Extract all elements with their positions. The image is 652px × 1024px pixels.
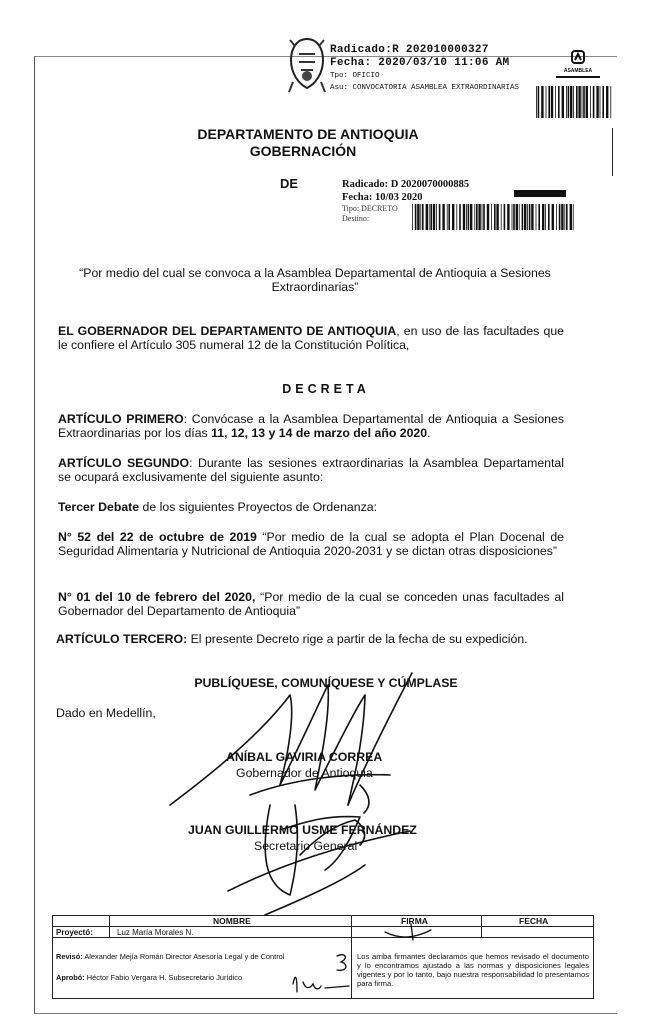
asamblea-emblem-icon	[571, 50, 585, 64]
barcode-bar	[573, 204, 574, 230]
ordinance-01	[58, 590, 564, 618]
barcode-bar	[412, 204, 413, 230]
barcode-decree	[412, 204, 574, 230]
article-1-end: .	[427, 426, 431, 440]
barcode-bar	[596, 86, 598, 118]
barcode-bar	[522, 204, 524, 230]
article-2-text: : Durante las sesiones extraordinarias la Asamblea Departamental se ocupará exclusivamente del siguiente asunto:	[58, 456, 564, 484]
table-rule	[481, 916, 482, 937]
decree-subject: “Por medio del cual se convoca a la Asamblea Departamental de Antioquia a Sesiones Extraordinarias”	[79, 266, 551, 294]
barcode-bar	[516, 204, 518, 230]
approval-table	[52, 915, 594, 999]
barcode-bar	[529, 204, 531, 230]
article-1-label: ARTÍCULO PRIMERO	[58, 412, 184, 426]
ordinance-52	[58, 530, 564, 558]
stamp-fecha: Fecha: 2020/03/10 11:06 AM	[330, 57, 510, 69]
stamp-radicado: Radicado:R 202010000327	[330, 44, 489, 56]
barcode-bar	[564, 204, 565, 230]
stamp-asunto: Asu: CONVOCATORIA ASAMBLEA EXTRAORDINARIAS	[330, 84, 520, 92]
barcode-bar	[426, 204, 428, 230]
table-rule	[109, 916, 110, 937]
proyecto-label: Proyectó:	[56, 928, 93, 937]
barcode-bar	[433, 204, 435, 230]
aprobo-label: Aprobó:	[56, 973, 85, 982]
firma-signature	[381, 918, 441, 942]
secretary-name: JUAN GUILLERMO USME FERNÁNDEZ	[188, 823, 417, 837]
secretary-role: Secretario General	[254, 839, 358, 853]
barcode-bar	[573, 86, 574, 118]
intro-rest: , en uso de las facultades que le confiere el Artículo 305 numeral 12 de la Constitución Política,	[58, 324, 564, 352]
barcode-bar	[561, 204, 563, 230]
barcode-bar	[602, 86, 604, 118]
barcode-bar	[570, 204, 572, 230]
barcode-bar	[466, 204, 467, 230]
barcode-bar	[570, 86, 572, 118]
barcode-bar	[546, 86, 547, 118]
barcode-incoming	[536, 86, 612, 118]
barcode-bar	[483, 204, 485, 230]
barcode-bar	[429, 204, 430, 230]
barcode-bar	[436, 204, 437, 230]
barcode-bar	[430, 204, 432, 230]
barcode-bar	[548, 86, 550, 118]
barcode-bar	[463, 204, 465, 230]
barcode-bar	[542, 204, 544, 230]
dado-en: Dado en Medellín,	[56, 706, 156, 720]
barcode-bar	[610, 86, 611, 118]
barcode-bar	[590, 86, 591, 118]
article-2-label: ARTÍCULO SEGUNDO	[58, 456, 190, 470]
barcode-bar	[417, 204, 419, 230]
barcode-bar	[582, 86, 583, 118]
barcode-bar	[442, 204, 444, 230]
barcode-bar	[474, 204, 475, 230]
logo-rule	[556, 76, 600, 78]
barcode-bar	[538, 204, 540, 230]
barcode-bar	[422, 204, 424, 230]
barcode-bar	[470, 204, 472, 230]
article-3	[56, 632, 566, 646]
barcode-bar	[606, 86, 608, 118]
barcode-bar	[536, 204, 537, 230]
asamblea-logo-text: ASAMBLEA	[563, 68, 593, 74]
decree-radicado: Radicado: D 2020070000885	[342, 179, 470, 190]
barcode-bar	[452, 204, 454, 230]
decreta-heading: DECRETA	[282, 382, 370, 396]
col-firma: FIRMA	[401, 916, 428, 926]
barcode-bar	[494, 204, 496, 230]
barcode-bar	[496, 204, 498, 230]
tercer-debate-bold: Tercer Debate	[58, 500, 140, 514]
barcode-bar	[527, 204, 528, 230]
barcode-bar	[576, 86, 578, 118]
barcode-bar	[558, 86, 560, 118]
barcode-bar	[487, 204, 489, 230]
tercer-debate-text: de los siguientes Proyectos de Ordenanza:	[139, 500, 377, 514]
barcode-bar	[491, 204, 492, 230]
aprobo-name: Héctor Fabio Vergara H. Subsecretario Jurídico	[86, 973, 243, 982]
barcode-bar	[439, 204, 441, 230]
de-label: DE	[280, 176, 299, 191]
barcode-bar	[583, 86, 585, 118]
ordinance-52-text: “Por medio de la cual se adopta el Plan Docenal de Seguridad Alimentaria y Nutricional de Antioquia 2020-2031 y se dictan otras disposiciones”	[58, 530, 564, 558]
article-2	[58, 456, 564, 484]
barcode-bar	[476, 204, 478, 230]
governor-name: ANÍBAL GAVIRIA CORREA	[226, 750, 383, 764]
barcode-bar	[562, 86, 564, 118]
intro-paragraph	[58, 324, 564, 352]
article-1-text: : Convócase a la Asamblea Departamental de Antioquia a Sesiones Extraordinarias por los días	[58, 412, 564, 440]
tercer-debate	[58, 500, 564, 514]
barcode-bar	[531, 204, 533, 230]
barcode-bar	[468, 204, 470, 230]
table-rule	[53, 937, 593, 938]
decree-destino: Destino:	[342, 214, 370, 223]
barcode-bar	[551, 86, 553, 118]
intro-bold: EL GOBERNADOR DEL DEPARTAMENTO DE ANTIOQUIA	[58, 324, 397, 338]
barcode-bar	[586, 86, 588, 118]
coat-of-arms-seal-icon	[287, 36, 327, 98]
barcode-bar	[566, 86, 567, 118]
barcode-bar	[552, 204, 554, 230]
signers-declaration: Los arriba firmantes declaramos que hemos revisado el documento y lo encontramos ajustado a las normas y disposiciones legales vigentes y por lo tanto, bajo nuestra responsabilidad lo presentamos para firma.	[357, 952, 589, 988]
barcode-bar	[459, 204, 461, 230]
ordinance-01-text: “Por medio de la cual se conceden unas facultades al Gobernador del Departamento de Antioquia”	[58, 590, 565, 618]
barcode-bar	[593, 86, 595, 118]
department-title: DEPARTAMENTO DE ANTIOQUIA	[197, 126, 419, 142]
handwritten-signatures	[150, 655, 480, 925]
barcode-bar	[519, 204, 520, 230]
publiquese: PUBLÍQUESE, COMUNÍQUESE Y CÚMPLASE	[194, 676, 458, 690]
reviso-row	[56, 952, 284, 961]
governor-role: Gobernador de Antioquia	[236, 766, 373, 780]
asamblea-logo	[556, 50, 600, 78]
decree-tipo: Tipo: DECRETO	[342, 204, 398, 213]
barcode-bar	[600, 86, 601, 118]
barcode-bar	[478, 204, 480, 230]
article-3-text: El presente Decreto rige a partir de la fecha de su expedición.	[187, 632, 528, 646]
barcode-bar	[448, 204, 450, 230]
barcode-bar	[555, 86, 556, 118]
barcode-bar	[556, 204, 557, 230]
barcode-bar	[447, 204, 448, 230]
barcode-bar	[415, 204, 417, 230]
col-fecha: FECHA	[519, 916, 549, 926]
aprobo-row	[56, 973, 242, 982]
barcode-bar	[545, 204, 546, 230]
barcode-bar	[536, 86, 537, 118]
barcode-bar	[512, 204, 513, 230]
barcode-bar	[507, 204, 509, 230]
barcode-bar	[513, 204, 515, 230]
gobernacion-title: GOBERNACIÓN	[249, 143, 357, 159]
barcode-bar	[578, 86, 580, 118]
ordinance-52-bold: N° 52 del 22 de octubre de 2019	[58, 530, 257, 544]
table-rule	[53, 926, 593, 927]
barcode-bar	[504, 204, 506, 230]
barcode-bar	[456, 204, 457, 230]
col-nombre: NOMBRE	[213, 916, 251, 926]
barcode-bar	[524, 204, 526, 230]
redaction-bar	[514, 190, 566, 197]
barcode-bar	[501, 204, 502, 230]
barcode-bar	[420, 204, 421, 230]
stamp-tipo: Tpo: OFICIO	[330, 72, 380, 80]
barcode-bar	[538, 86, 540, 118]
decree-fecha: Fecha: 10/03 2020	[342, 192, 423, 203]
article-1-dates: 11, 12, 13 y 14 de marzo del año 2020	[211, 426, 428, 440]
incoming-stamp	[330, 44, 519, 94]
reviewer-signatures	[285, 944, 355, 996]
barcode-bar	[548, 204, 550, 230]
proyecto-name: Luz María Morales N.	[117, 928, 194, 937]
barcode-bar	[482, 204, 483, 230]
document-header	[0, 126, 652, 160]
article-1	[58, 412, 564, 440]
ordinance-01-bold: N° 01 del 10 de febrero del 2020,	[58, 590, 256, 604]
barcode-bar	[559, 204, 561, 230]
barcode-bar	[566, 204, 568, 230]
article-3-label: ARTÍCULO TERCERO:	[56, 632, 188, 646]
reviso-name: Alexander Mejía Román Director Asesoría Legal y de Control	[84, 952, 285, 961]
reviso-label: Revisó:	[56, 952, 83, 961]
barcode-bar	[568, 86, 570, 118]
barcode-bar	[541, 86, 543, 118]
